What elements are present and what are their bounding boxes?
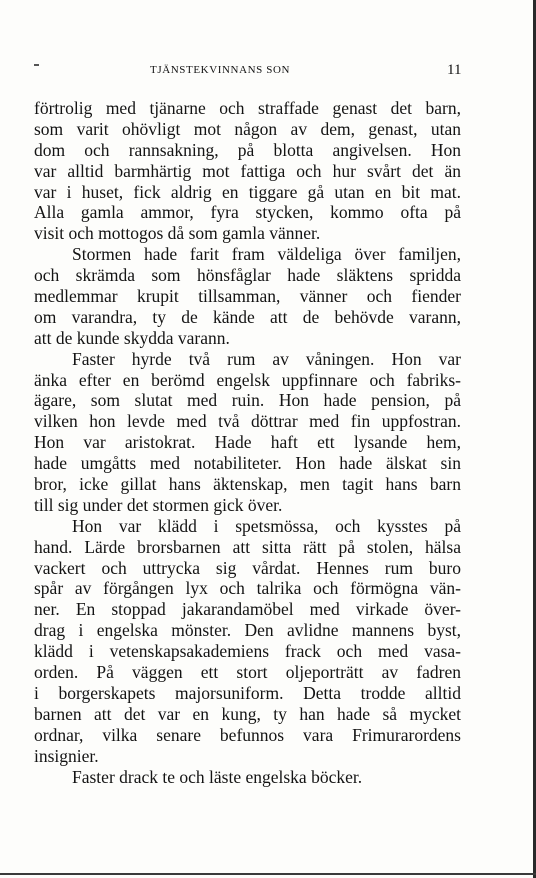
text-line: till sig under det stormen gick över. bbox=[34, 494, 283, 515]
text-line: medlemmar krupit tillsamman, vänner och fiender bbox=[34, 286, 461, 307]
text-line: ägare, som slutat med ruin. Hon hade pension, på bbox=[34, 390, 461, 411]
text-line: insignier. bbox=[34, 745, 99, 766]
text-line: vackert och uttrycka sig vårdat. Hennes rum buro bbox=[34, 557, 461, 578]
text-line: hand. Lärde brorsbarnen att sitta rätt på stolen, hälsa bbox=[34, 536, 461, 557]
text-line: spår av förgången lyx och talrika och förmögna vän- bbox=[34, 578, 461, 599]
text-line: förtrolig med tjänarne och straffade genast det barn, bbox=[34, 98, 461, 118]
text-line: änka efter en berömd engelsk uppfinnare och fabriks- bbox=[34, 369, 461, 390]
text-line: Faster hyrde två rum av våningen. Hon var bbox=[72, 348, 461, 369]
text-line: var i huset, fick aldrig en tiggare gå utan en bit mat. bbox=[34, 181, 461, 202]
text-line: orden. På väggen ett stort oljeporträtt av fadren bbox=[34, 662, 461, 683]
text-line: var alltid barmhärtig mot fattiga och hur svårt det än bbox=[34, 160, 461, 181]
body-text bbox=[34, 98, 461, 787]
text-line: i borgerskapets majorsuniform. Detta trodde alltid bbox=[34, 682, 461, 703]
page-number: 11 bbox=[447, 62, 462, 78]
text-line: ner. En stoppad jakarandamöbel med virkade över- bbox=[34, 599, 461, 620]
text-line: klädd i vetenskapsakademiens frack och med vasa- bbox=[34, 641, 461, 662]
text-line: ordnar, vilka senare befunnos vara Frimurarordens bbox=[34, 724, 461, 745]
text-line: Faster drack te och läste engelska böcker. bbox=[72, 766, 363, 787]
text-line: bror, icke gillat hans äktenskap, men tagit hans barn bbox=[34, 474, 461, 495]
text-line: visit och mottogos då som gamla vänner. bbox=[34, 223, 321, 244]
text-line: Hon var klädd i spetsmössa, och kysstes på bbox=[72, 515, 461, 536]
text-line: Alla gamla ammor, fyra stycken, kommo ofta på bbox=[34, 202, 461, 223]
page-bottom-edge bbox=[0, 873, 536, 875]
text-line: som varit ohövligt mot någon av dem, genast, utan bbox=[34, 118, 461, 139]
text-line: dom och rannsakning, på blotta angivelsen. Hon bbox=[34, 139, 461, 160]
text-line: hade umgåtts med notabiliteter. Hon hade älskat sin bbox=[34, 453, 461, 474]
running-header bbox=[0, 64, 536, 84]
running-title: TJÄNSTEKVINNANS SON bbox=[150, 64, 291, 76]
text-line: att de kunde skydda varann. bbox=[34, 327, 230, 348]
text-line: Stormen hade farit fram väldeliga över familjen, bbox=[72, 244, 461, 265]
text-line: drag i engelska mönster. Den avlidne mannens byst, bbox=[34, 620, 461, 641]
text-line: barnen att det var en kung, ty han hade så mycket bbox=[34, 703, 461, 724]
text-line: och skrämda som hönsfåglar hade släktens spridda bbox=[34, 265, 461, 286]
text-line: Hon var aristokrat. Hade haft ett lysande hem, bbox=[34, 432, 461, 453]
text-line: om varandra, ty de kände att de behövde varann, bbox=[34, 306, 461, 327]
text-line: vilken hon levde med två döttrar med fin uppfostran. bbox=[34, 411, 461, 432]
